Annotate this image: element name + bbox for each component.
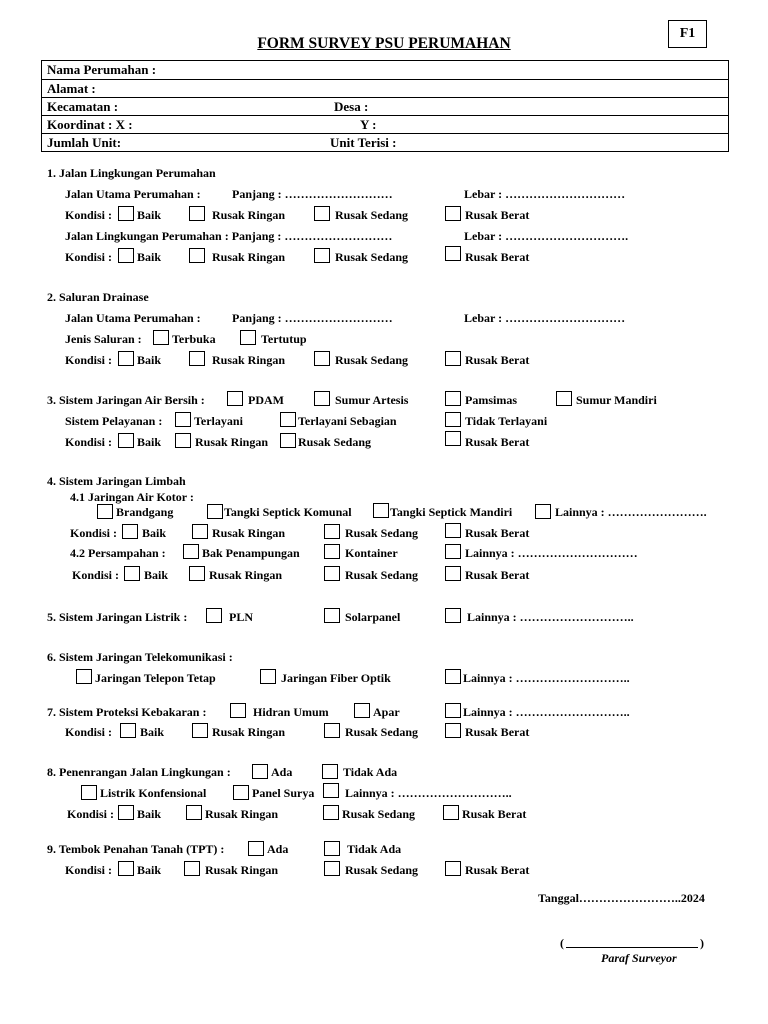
s1b-rusak-berat-label: Rusak Berat <box>465 250 530 264</box>
s5-lainnya-checkbox[interactable] <box>445 608 461 623</box>
s8-panel-surya-checkbox[interactable] <box>233 785 249 800</box>
s4-sub2-heading: 4.2 Persampahan : <box>70 546 166 560</box>
s6-fiber-label: Jaringan Fiber Optik <box>281 671 391 685</box>
s4-2-kondisi-label: Kondisi : <box>72 568 120 582</box>
s1-rusak-ringan-checkbox[interactable] <box>189 206 205 221</box>
s3-tidak-terlayani-checkbox[interactable] <box>445 412 461 427</box>
section-8-heading: 8. Penenrangan Jalan Lingkungan : <box>47 765 231 779</box>
s4-2-rusak-ringan-label: Rusak Ringan <box>209 568 283 582</box>
s2-panjang: Panjang : ……………………… <box>232 311 393 325</box>
s4-1-baik-label: Baik <box>142 526 167 540</box>
s4-1-rusak-ringan-checkbox[interactable] <box>192 524 208 539</box>
s9-rusak-berat-label: Rusak Berat <box>465 863 530 877</box>
s3-sumur-mandiri-label: Sumur Mandiri <box>576 393 657 407</box>
s2-baik-checkbox[interactable] <box>118 351 134 366</box>
s4-1-rusak-ringan-label: Rusak Ringan <box>212 526 286 540</box>
s4-kontainer-checkbox[interactable] <box>324 544 340 559</box>
s4-2-baik-checkbox[interactable] <box>124 566 140 581</box>
s2-jenis-label: Jenis Saluran : <box>65 332 142 346</box>
s3-baik-label: Baik <box>137 435 162 449</box>
s3-pelayanan-label: Sistem Pelayanan : <box>65 414 163 428</box>
info-row-kecamatan[interactable] <box>42 97 728 115</box>
s3-sumur-mandiri-checkbox[interactable] <box>556 391 572 406</box>
s3-terlayani-sebagian-label: Terlayani Sebagian <box>298 414 397 428</box>
s2-terbuka-label: Terbuka <box>172 332 216 346</box>
s1b-rusak-sedang-checkbox[interactable] <box>314 248 330 263</box>
s1-jalan-utama-lebar: Lebar : ………………………… <box>464 187 626 201</box>
s6-lainnya-checkbox[interactable] <box>445 669 461 684</box>
s1-kondisi-label: Kondisi : <box>65 208 113 222</box>
s3-rusak-ringan-label: Rusak Ringan <box>195 435 269 449</box>
s8-rusak-sedang-label: Rusak Sedang <box>342 807 416 821</box>
form-title: FORM SURVEY PSU PERUMAHAN <box>257 35 511 52</box>
paraf-surveyor-label: Paraf Surveyor <box>601 951 677 965</box>
s4-2-baik-label: Baik <box>144 568 169 582</box>
s4-1-rusak-sedang-checkbox[interactable] <box>324 524 340 539</box>
signature-line[interactable] <box>566 947 698 948</box>
s9-rusak-ringan-label: Rusak Ringan <box>205 863 279 877</box>
s1-rusak-ringan-label: Rusak Ringan <box>212 208 286 222</box>
s4-septik-mandiri-checkbox[interactable] <box>373 503 389 518</box>
s3-sumur-artesis-label: Sumur Artesis <box>335 393 409 407</box>
s7-apar-label: Apar <box>373 705 400 719</box>
s7-rusak-ringan-label: Rusak Ringan <box>212 725 286 739</box>
s3-rusak-ringan-checkbox[interactable] <box>175 433 191 448</box>
info-row-alamat[interactable] <box>42 79 728 97</box>
s4-brandgang-checkbox[interactable] <box>97 504 113 519</box>
s2-jalan-utama-label: Jalan Utama Perumahan : <box>65 311 201 325</box>
s6-lainnya-label: Lainnya : ……………………….. <box>463 671 630 685</box>
s4-bak-checkbox[interactable] <box>183 544 199 559</box>
s1-rusak-berat-label: Rusak Berat <box>465 208 530 222</box>
s7-rusak-sedang-checkbox[interactable] <box>324 723 340 738</box>
s1b-baik-checkbox[interactable] <box>118 248 134 263</box>
label-jumlah-unit: Jumlah Unit: <box>47 135 122 150</box>
s9-ada-label: Ada <box>267 842 289 856</box>
tanggal-field[interactable]: Tanggal……………………..2024 <box>538 891 705 905</box>
s7-kondisi-label: Kondisi : <box>65 725 113 739</box>
s7-rusak-ringan-checkbox[interactable] <box>192 723 208 738</box>
info-row-unit[interactable] <box>42 133 728 151</box>
s5-solarpanel-label: Solarpanel <box>345 610 401 624</box>
s3-terlayani-sebagian-checkbox[interactable] <box>280 412 296 427</box>
s9-rusak-sedang-label: Rusak Sedang <box>345 863 419 877</box>
label-desa: Desa : <box>334 99 369 114</box>
s1b-rusak-berat-checkbox[interactable] <box>445 246 461 261</box>
s9-rusak-berat-checkbox[interactable] <box>445 861 461 876</box>
s9-ada-checkbox[interactable] <box>248 841 264 856</box>
s4-2-rusak-ringan-checkbox[interactable] <box>189 566 205 581</box>
s5-pln-label: PLN <box>229 610 253 624</box>
s7-baik-checkbox[interactable] <box>120 723 136 738</box>
s7-lainnya-checkbox[interactable] <box>445 703 461 718</box>
s3-rusak-sedang-checkbox[interactable] <box>280 433 296 448</box>
s2-kondisi-label: Kondisi : <box>65 353 113 367</box>
s2-lebar: Lebar : ………………………… <box>464 311 626 325</box>
s3-rusak-berat-label: Rusak Berat <box>465 435 530 449</box>
s3-pamsimas-label: Pamsimas <box>465 393 517 407</box>
s8-panel-surya-label: Panel Surya <box>252 786 315 800</box>
label-koordinat-x: Koordinat : X : <box>47 117 133 132</box>
s4-brandgang-label: Brandgang <box>116 505 174 519</box>
s2-terbuka-checkbox[interactable] <box>153 330 169 345</box>
s4-1-kondisi-label: Kondisi : <box>70 526 118 540</box>
section-4-heading: 4. Sistem Jaringan Limbah <box>47 474 186 488</box>
s6-telepon-label: Jaringan Telepon Tetap <box>95 671 216 685</box>
section-5-heading: 5. Sistem Jaringan Listrik : <box>47 610 188 624</box>
form-code: F1 <box>679 26 696 41</box>
s7-hidran-label: Hidran Umum <box>253 705 329 719</box>
signature-paren-close: ) <box>700 936 704 950</box>
s8-konfensional-label: Listrik Konfensional <box>100 786 207 800</box>
section-7-heading: 7. Sistem Proteksi Kebakaran : <box>47 705 207 719</box>
s4-2-rusak-sedang-label: Rusak Sedang <box>345 568 419 582</box>
s1-rusak-sedang-label: Rusak Sedang <box>335 208 409 222</box>
s9-kondisi-label: Kondisi : <box>65 863 113 877</box>
s2-rusak-berat-checkbox[interactable] <box>445 351 461 366</box>
s1b-rusak-ringan-label: Rusak Ringan <box>212 250 286 264</box>
s1b-rusak-ringan-checkbox[interactable] <box>189 248 205 263</box>
s1b-rusak-sedang-label: Rusak Sedang <box>335 250 409 264</box>
s4-lainnya-1-checkbox[interactable] <box>535 504 551 519</box>
s3-kondisi-label: Kondisi : <box>65 435 113 449</box>
s8-rusak-berat-label: Rusak Berat <box>462 807 527 821</box>
section-9-heading: 9. Tembok Penahan Tanah (TPT) : <box>47 842 225 856</box>
s2-rusak-ringan-checkbox[interactable] <box>189 351 205 366</box>
s1b-kondisi-label: Kondisi : <box>65 250 113 264</box>
label-alamat: Alamat : <box>47 81 96 96</box>
s4-1-rusak-berat-checkbox[interactable] <box>445 523 461 538</box>
s8-ada-checkbox[interactable] <box>252 764 268 779</box>
s3-rusak-sedang-label: Rusak Sedang <box>298 435 372 449</box>
s2-baik-label: Baik <box>137 353 162 367</box>
s9-tidak-ada-label: Tidak Ada <box>347 842 402 856</box>
s4-2-rusak-berat-checkbox[interactable] <box>445 566 461 581</box>
section-2-heading: 2. Saluran Drainase <box>47 290 149 304</box>
s2-tertutup-label: Tertutup <box>261 332 307 346</box>
info-row-nama[interactable] <box>42 61 728 79</box>
section-1-heading: 1. Jalan Lingkungan Perumahan <box>47 166 216 180</box>
s3-baik-checkbox[interactable] <box>118 433 134 448</box>
s4-1-baik-checkbox[interactable] <box>122 524 138 539</box>
s2-tertutup-checkbox[interactable] <box>240 330 256 345</box>
s9-baik-label: Baik <box>137 863 162 877</box>
s8-rusak-ringan-label: Rusak Ringan <box>205 807 279 821</box>
s8-tidak-ada-checkbox[interactable] <box>322 764 338 779</box>
s1-jalan-lingkungan-lebar: Lebar : …………………………. <box>464 229 629 243</box>
s4-1-rusak-berat-label: Rusak Berat <box>465 526 530 540</box>
label-unit-terisi: Unit Terisi : <box>330 135 397 150</box>
s3-tidak-terlayani-label: Tidak Terlayani <box>465 414 548 428</box>
s3-sumur-artesis-checkbox[interactable] <box>314 391 330 406</box>
s1-jalan-lingkungan-panjang: Jalan Lingkungan Perumahan : Panjang : ……………………… <box>65 229 393 243</box>
s1-rusak-sedang-checkbox[interactable] <box>314 206 330 221</box>
s9-rusak-sedang-checkbox[interactable] <box>324 861 340 876</box>
s3-pdam-checkbox[interactable] <box>227 391 243 406</box>
s4-lainnya-2-label: Lainnya : ………………………… <box>465 546 638 560</box>
label-kecamatan: Kecamatan : <box>47 99 119 114</box>
s8-rusak-ringan-checkbox[interactable] <box>186 805 202 820</box>
s2-rusak-sedang-checkbox[interactable] <box>314 351 330 366</box>
s5-pln-checkbox[interactable] <box>206 608 222 623</box>
s4-kontainer-label: Kontainer <box>345 546 398 560</box>
signature-paren-open: ( <box>560 936 564 950</box>
s8-ada-label: Ada <box>271 765 293 779</box>
s8-rusak-berat-checkbox[interactable] <box>443 805 459 820</box>
s4-2-rusak-sedang-checkbox[interactable] <box>324 566 340 581</box>
s7-rusak-berat-checkbox[interactable] <box>445 723 461 738</box>
s1-rusak-berat-checkbox[interactable] <box>445 206 461 221</box>
s6-fiber-checkbox[interactable] <box>260 669 276 684</box>
s4-lainnya-1-label: Lainnya : ……………………. <box>555 505 707 519</box>
section-3-heading: 3. Sistem Jaringan Air Bersih : <box>47 393 205 407</box>
s8-kondisi-label: Kondisi : <box>67 807 115 821</box>
s2-rusak-sedang-label: Rusak Sedang <box>335 353 409 367</box>
s1-baik-checkbox[interactable] <box>118 206 134 221</box>
s6-telepon-checkbox[interactable] <box>76 669 92 684</box>
s5-lainnya-label: Lainnya : ……………………….. <box>467 610 634 624</box>
s4-septik-mandiri-label: Tangki Septick Mandiri <box>390 505 513 519</box>
label-koordinat-y: Y : <box>360 117 377 132</box>
s1-baik-label: Baik <box>137 208 162 222</box>
s7-lainnya-label: Lainnya : ……………………….. <box>463 705 630 719</box>
s7-apar-checkbox[interactable] <box>354 703 370 718</box>
s8-baik-checkbox[interactable] <box>118 805 134 820</box>
s4-septik-komunal-label: Tangki Septick Komunal <box>224 505 352 519</box>
s7-hidran-checkbox[interactable] <box>230 703 246 718</box>
s3-pdam-label: PDAM <box>248 393 284 407</box>
section-6-heading: 6. Sistem Jaringan Telekomunikasi : <box>47 650 233 664</box>
s8-konfensional-checkbox[interactable] <box>81 785 97 800</box>
s2-rusak-ringan-label: Rusak Ringan <box>212 353 286 367</box>
s5-solarpanel-checkbox[interactable] <box>324 608 340 623</box>
s4-lainnya-2-checkbox[interactable] <box>445 544 461 559</box>
s8-lainnya-label: Lainnya : ……………………….. <box>345 786 512 800</box>
s3-terlayani-label: Terlayani <box>194 414 243 428</box>
s7-rusak-berat-label: Rusak Berat <box>465 725 530 739</box>
s3-pamsimas-checkbox[interactable] <box>445 391 461 406</box>
s4-bak-label: Bak Penampungan <box>202 546 300 560</box>
s9-baik-checkbox[interactable] <box>118 861 134 876</box>
s1b-baik-label: Baik <box>137 250 162 264</box>
info-table <box>41 60 729 152</box>
s8-lainnya-checkbox[interactable] <box>323 783 339 798</box>
s4-septik-komunal-checkbox[interactable] <box>207 504 223 519</box>
s7-rusak-sedang-label: Rusak Sedang <box>345 725 419 739</box>
s9-rusak-ringan-checkbox[interactable] <box>184 861 200 876</box>
s4-1-rusak-sedang-label: Rusak Sedang <box>345 526 419 540</box>
s1-jalan-utama-label: Jalan Utama Perumahan : <box>65 187 201 201</box>
s4-sub1-heading: 4.1 Jaringan Air Kotor : <box>70 490 194 504</box>
s9-tidak-ada-checkbox[interactable] <box>324 841 340 856</box>
s8-tidak-ada-label: Tidak Ada <box>343 765 398 779</box>
s3-rusak-berat-checkbox[interactable] <box>445 431 461 446</box>
s8-rusak-sedang-checkbox[interactable] <box>323 805 339 820</box>
s4-2-rusak-berat-label: Rusak Berat <box>465 568 530 582</box>
s7-baik-label: Baik <box>140 725 165 739</box>
s2-rusak-berat-label: Rusak Berat <box>465 353 530 367</box>
s1-jalan-utama-panjang: Panjang : ……………………… <box>232 187 393 201</box>
info-row-koordinat[interactable] <box>42 115 728 133</box>
s8-baik-label: Baik <box>137 807 162 821</box>
s3-terlayani-checkbox[interactable] <box>175 412 191 427</box>
label-nama-perumahan: Nama Perumahan : <box>47 62 157 77</box>
